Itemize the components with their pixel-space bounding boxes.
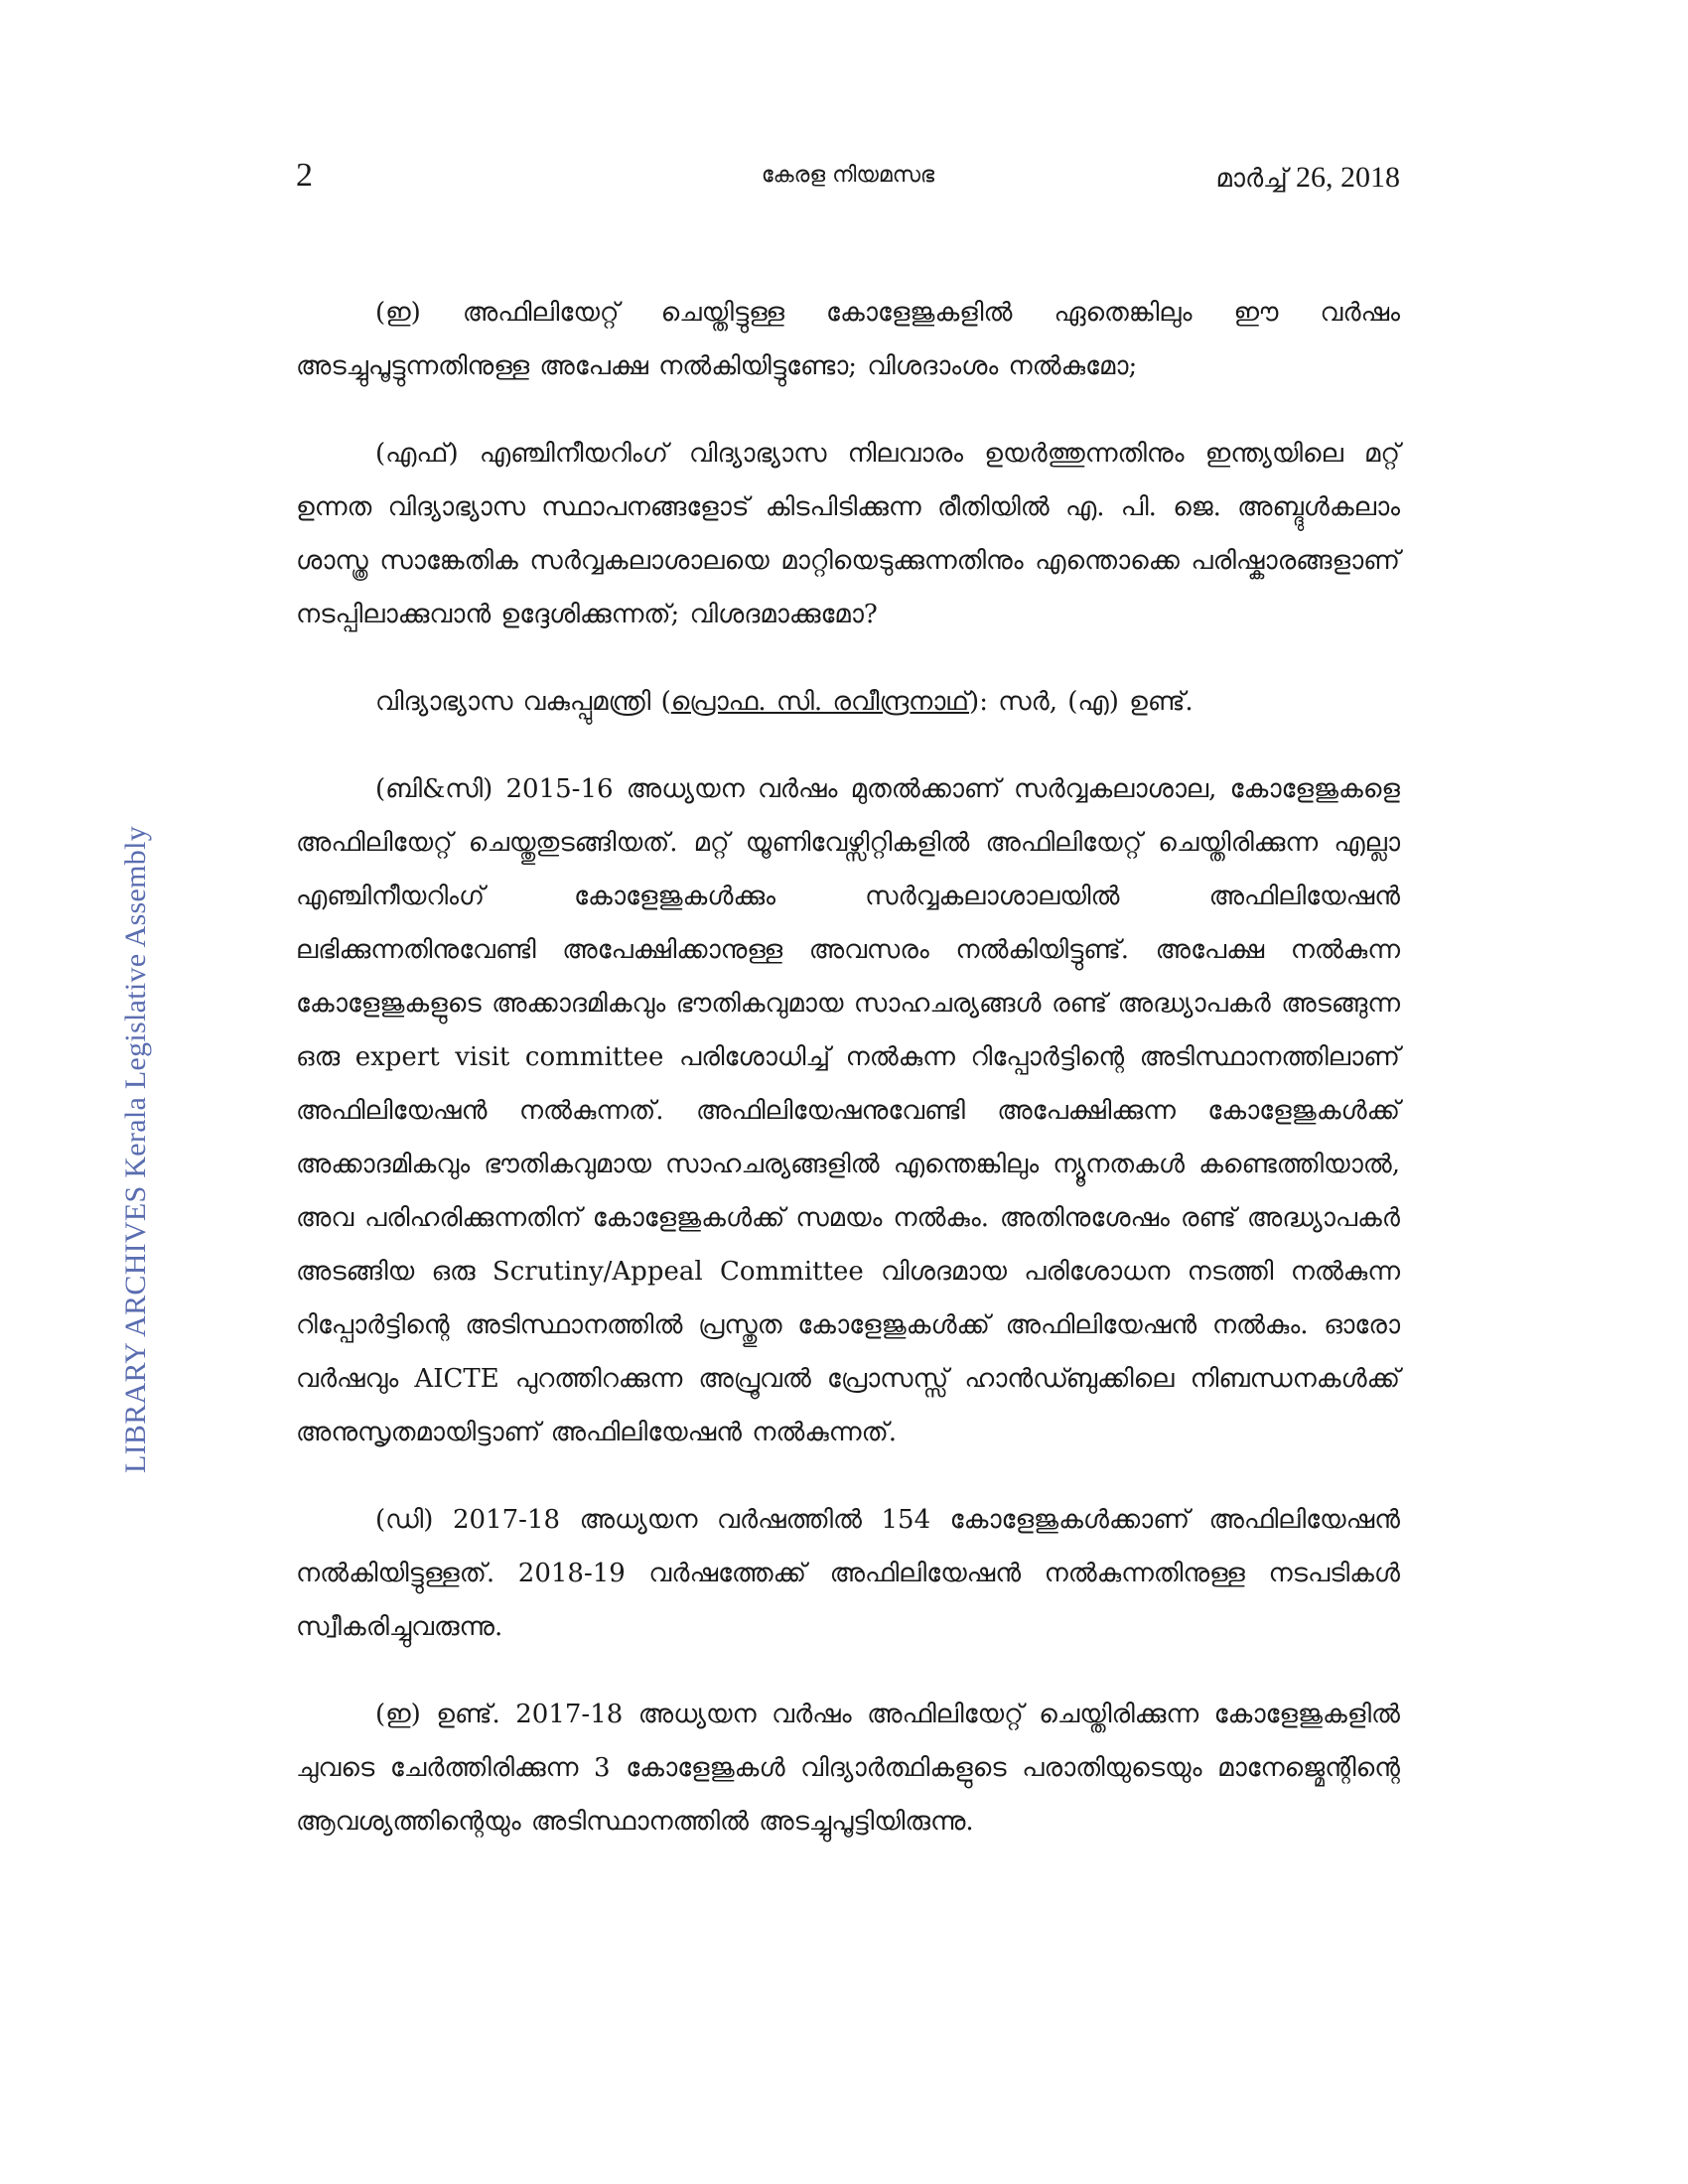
answer-d: (ഡി) 2017-18 അധ്യയന വർഷത്തിൽ 154 കോളേജുകൾക്കാണ് അഫിലിയേഷൻ നൽകിയിട്ടുള്ളത്. 2018-19 വർഷത്തേക്ക് അഫിലിയേഷൻ നൽകുന്നതിനുള്ള നടപടികൾ സ്വീകരിച്ചുവരുന്നു. [296,1505,1400,1642]
question-e: (ഇ) അഫിലിയേറ്റ് ചെയ്തിട്ടുള്ള കോളേജുകളിൽ ഏതെങ്കിലും ഈ വർഷം അടച്ചുപൂട്ടുന്നതിനുള്ള അപേക്ഷ നൽകിയിട്ടുണ്ടോ; വിശദാംശം നൽകുമോ; [296,298,1400,381]
page-header [296,157,1400,206]
header-date-month: മാർച്ച് [1215,164,1288,194]
header-title: കേരള നിയമസഭ [761,163,935,188]
question-f: (എഫ്) എഞ്ചിനീയറിംഗ് വിദ്യാഭ്യാസ നിലവാരം ഉയർത്തുന്നതിനും ഇന്ത്യയിലെ മറ്റ് ഉന്നത വിദ്യാഭ്യാസ സ്ഥാപനങ്ങളോട് കിടപിടിക്കുന്ന രീതിയിൽ എ. പി. ജെ. അബ്ദുൾകലാം ശാസ്ത്ര സാങ്കേതിക സർവ്വകലാശാലയെ മാറ്റിയെടുക്കുന്നതിനും എന്തൊക്കെ പരിഷ്കാരങ്ങളാണ് നടപ്പിലാക്കുവാൻ ഉദ്ദേശിക്കുന്നത്; വിശദമാക്കുമോ? [296,439,1400,629]
answer-b-c: (ബി&സി) 2015-16 അധ്യയന വർഷം മുതൽക്കാണ് സർവ്വകലാശാല, കോളേജുകളെ അഫിലിയേറ്റ് ചെയ്തുതുടങ്ങിയത്. മറ്റ് യൂണിവേഴ്സിറ്റികളിൽ അഫിലിയേറ്റ് ചെയ്തിരിക്കുന്ന എല്ലാ എഞ്ചിനീയറിംഗ് കോളേജുകൾക്കും സർവ്വകലാശാലയിൽ അഫിലിയേഷൻ ലഭിക്കുന്നതിനുവേണ്ടി അപേക്ഷിക്കാനുള്ള അവസരം നൽകിയിട്ടുണ്ട്. അപേക്ഷ നൽകുന്ന കോളേജുകളുടെ അക്കാദമികവും ഭൗതികവുമായ സാഹചര്യങ്ങൾ രണ്ട് അദ്ധ്യാപകർ അടങ്ങുന്ന ഒരു expert visit committee പരിശോധിച്ച് നൽകുന്ന റിപ്പോർട്ടിന്റെ അടിസ്ഥാനത്തിലാണ് അഫിലിയേഷൻ നൽകുന്നത്. അഫിലിയേഷനുവേണ്ടി അപേക്ഷിക്കുന്ന കോളേജുകൾക്ക് അക്കാദമികവും ഭൗതികവുമായ സാഹചര്യങ്ങളിൽ എന്തെങ്കിലും ന്യൂനതകൾ കണ്ടെത്തിയാൽ, അവ പരിഹരിക്കുന്നതിന് കോളേജുകൾക്ക് സമയം നൽകും. അതിനുശേഷം രണ്ട് അദ്ധ്യാപകർ അടങ്ങിയ ഒരു Scrutiny/Appeal Committee വിശദമായ പരിശോധന നടത്തി നൽകുന്ന റിപ്പോർട്ടിന്റെ അടിസ്ഥാനത്തിൽ പ്രസ്തുത കോളേജുകൾക്ക് അഫിലിയേഷൻ നൽകും. ഓരോ വർഷവും AICTE പുറത്തിറക്കുന്ന അപ്രൂവൽ പ്രോസസ്സ് ഹാൻഡ്ബുക്കിലെ നിബന്ധനകൾക്ക് അനുസൃതമായിട്ടാണ് അഫിലിയേഷൻ നൽകുന്നത്. [296,774,1400,1447]
page-number: 2 [296,157,313,194]
answer-intro-suffix: ): സർ, (എ) ഉണ്ട്. [969,687,1194,717]
header-date [1215,161,1400,195]
document-body [296,286,1400,1882]
minister-name: പ്രൊഫ. സി. രവീന്ദ്രനാഥ് [670,687,970,717]
archive-watermark: LIBRARY ARCHIVES Kerala Legislative Assembly [119,825,152,1474]
answer-intro-prefix: വിദ്യാഭ്യാസ വകുപ്പുമന്ത്രി ( [375,687,671,717]
answer-intro [296,675,1400,729]
answer-e: (ഇ) ഉണ്ട്. 2017-18 അധ്യയന വർഷം അഫിലിയേറ്റ് ചെയ്തിരിക്കുന്ന കോളേജുകളിൽ ചുവടെ ചേർത്തിരിക്കുന്ന 3 കോളേജുകൾ വിദ്യാർത്ഥികളുടെ പരാതിയുടെയും മാനേജ്മെന്റിന്റെ ആവശ്യത്തിന്റെയും അടിസ്ഥാനത്തിൽ അടച്ചുപൂട്ടിയിരുന്നു. [296,1700,1400,1837]
header-date-day-year: 26, 2018 [1296,161,1400,194]
